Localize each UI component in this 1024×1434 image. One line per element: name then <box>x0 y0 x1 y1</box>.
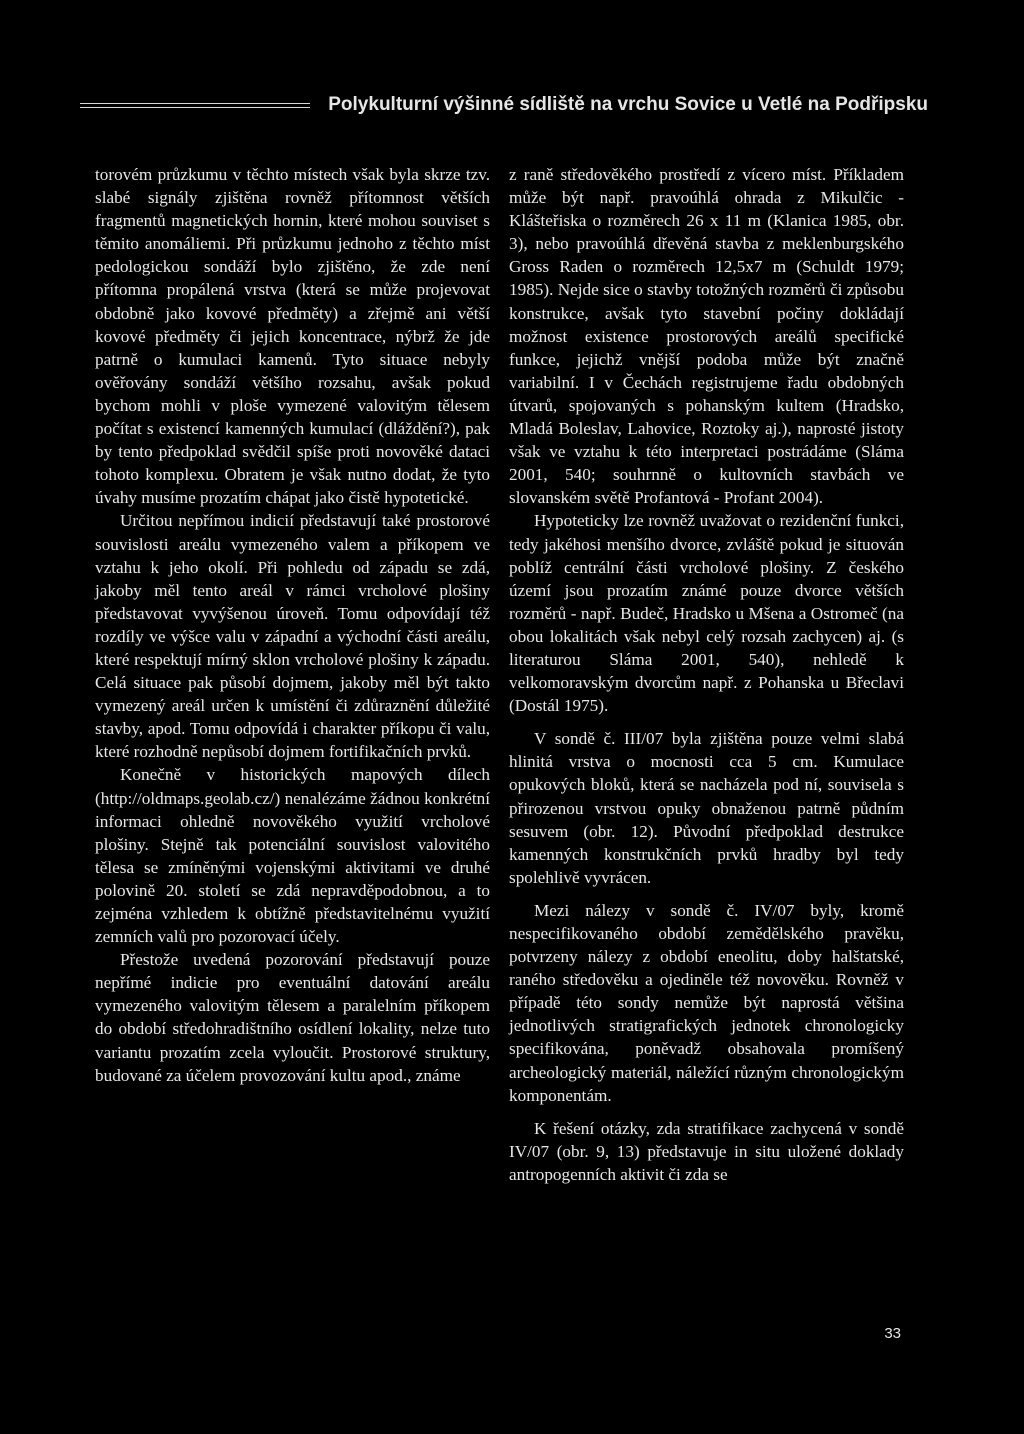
right-text-column <box>509 163 904 1186</box>
paragraph: torovém průzkumu v těchto místech však byla skrze tzv. slabé signály zjištěna rovněž přítomnost větších fragmentů magnetických hornin, které mohou souviset s těmito anomáliemi. Při průzkumu jednoho z těchto míst pedologickou sondáží bylo zjištěno, že zde není přítomna propálená vrstva (která se může projevovat obdobně jako kovové předměty) a zřejmě ani větší kovové předměty či jejich koncentrace, nýbrž že jde patrně o kumulaci kamenů. Tyto situace nebyly ověřovány sondáží většího rozsahu, avšak pokud bychom mohli v ploše vymezené valovitým tělesem počítat s existencí kamenných kumulací (dláždění?), pak by tento předpoklad svědčil spíše proti novověké dataci tohoto komplexu. Obratem je však nutno dodat, že tyto úvahy musíme prozatím chápat jako čistě hypotetické. <box>95 165 490 508</box>
paragraph: Určitou nepřímou indicií představují také prostorové souvislosti areálu vymezeného valem a příkopem ve vztahu k jeho okolí. Při pohledu od západu se zdá, jakoby měl tento areál v rámci vrcholové plošiny představovat vyvýšenou úroveň. Tomu odpovídají též rozdíly ve výšce valu v západní a východní části areálu, které respektují mírný sklon vrcholové plošiny k západu. Celá situace pak působí dojmem, jakoby měl být takto vymezený areál určen k umístění či zdůraznění důležité stavby, apod. Tomu odpovídá i charakter příkopu či valu, které rozhodně nepůsobí dojmem fortifikačních prvků. <box>95 511 490 762</box>
running-header <box>80 88 928 122</box>
paragraph: K řešení otázky, zda stratifikace zachycená v sondě IV/07 (obr. 9, 13) představuje in situ uložené doklady antropogenních aktivit či zda se <box>509 1118 904 1184</box>
header-double-rule <box>80 103 310 108</box>
paragraph: V sondě č. III/07 byla zjištěna pouze velmi slabá hlinitá vrstva o mocnosti cca 5 cm. Kumulace opukových bloků, která se nacházela pod ní, souvisela s přirozenou vrstvou opuky obnaženou patrně půdním sesuvem (obr. 12). Původní předpoklad destrukce kamenných konstrukčních prvků hradby byl tedy spolehlivě vyvrácen. <box>509 729 904 887</box>
left-text-column <box>95 163 490 1087</box>
page-number: 33 <box>884 1325 901 1342</box>
paragraph: Konečně v historických mapových dílech (http://oldmaps.geolab.cz/) nenalézáme žádnou konkrétní informaci ohledně novověkého využití vrcholové plošiny. Stejně tak potenciální souvislost valovitého tělesa se zmíněnými vojenskými aktivitami ve druhé polovině 20. století se zdá nepravděpodobnou, a to zejména vzhledem k obtížně představitelnému využití zemních valů pro pozorovací účely. <box>95 765 490 947</box>
paragraph: Mezi nálezy v sondě č. IV/07 byly, kromě nespecifikovaného období zemědělského pravěku, potvrzeny nálezy z období eneolitu, doby halštatské, raného středověku a ojediněle též novověku. Rovněž v případě této sondy nemůže být naprostá většina jednotlivých stratigrafických jednotek chronologicky specifikována, poněvadž obsahovala promíšený archeologický materiál, náležící různým chronologickým komponentám. <box>509 900 904 1105</box>
paragraph: z raně středověkého prostředí z vícero míst. Příkladem může být např. pravoúhlá ohrada z Mikulčic - Klášteřiska o rozměrech 26 x 11 m (Klanica 1985, obr. 3), nebo pravoúhlá dřevěná stavba z meklenburgského Gross Raden o rozměrech 12,5x7 m (Schuldt 1979; 1985). Nejde sice o stavby totožných rozměrů či způsobu konstrukce, avšak tyto stavební počiny dokládají možnost existence prostorových areálů specifické funkce, jejichž vnější podoba může být značně variabilní. I v Čechách registrujeme řadu obdobných útvarů, spojovaných s pohanským kultem (Hradsko, Mladá Boleslav, Lahovice, Roztoky aj.), naprosté jistoty však ve vztahu k této interpretaci postrádáme (Sláma 2001, 540; souhrnně o kultovních stavbách ve slovanském světě Profantová - Profant 2004). <box>509 165 904 508</box>
running-header-title: Polykulturní výšinné sídliště na vrchu Sovice u Vetlé na Podřipsku <box>328 94 928 115</box>
paragraph: Hypoteticky lze rovněž uvažovat o rezidenční funkci, tedy jakéhosi menšího dvorce, zvláště pokud je situován poblíž centrální části vrcholové plošiny. Z českého území jsou prozatím známé pouze dvorce větších rozměrů - např. Budeč, Hradsko u Mšena a Ostromeč (na obou lokalitách však nebyl celý rozsah zachycen) aj. (s literaturou Sláma 2001, 540), nehledě k velkomoravským dvorcům např. z Pohanska u Břeclavi (Dostál 1975). <box>509 511 904 716</box>
paragraph: Přestože uvedená pozorování představují pouze nepřímé indicie pro eventuální datování areálu vymezeného valovitým tělesem a paralelním příkopem do období středohradištního osídlení lokality, nelze tuto variantu prozatím zcela vyloučit. Prostorové struktury, budované za účelem provozování kultu apod., známe <box>95 950 490 1085</box>
